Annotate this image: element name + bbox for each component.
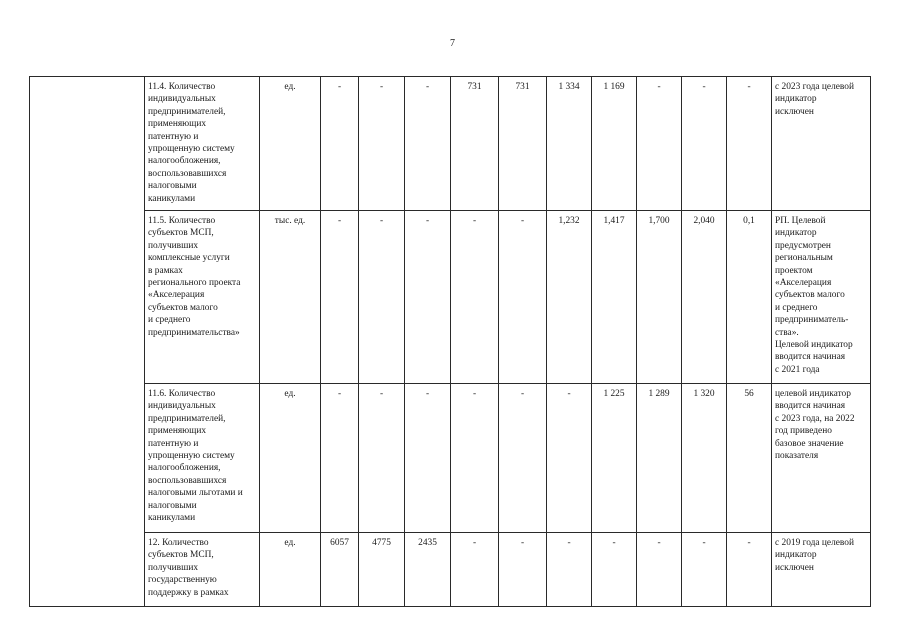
value-cell: - xyxy=(499,533,547,607)
page-number: 7 xyxy=(450,38,455,49)
value-cell: 731 xyxy=(451,77,499,211)
value-cell: - xyxy=(451,211,499,384)
indicator-name: 12. Количество субъектов МСП, получивших государственную поддержку в рамках xyxy=(145,533,260,607)
value-cell: - xyxy=(499,384,547,533)
value-cell: - xyxy=(359,384,405,533)
value-cell: - xyxy=(592,533,637,607)
value-cell: - xyxy=(321,77,359,211)
value-cell: - xyxy=(637,533,682,607)
value-cell: - xyxy=(451,384,499,533)
value-cell: 1 334 xyxy=(547,77,592,211)
value-cell: - xyxy=(499,211,547,384)
value-cell: - xyxy=(405,211,451,384)
value-cell: 1 169 xyxy=(592,77,637,211)
note-cell: с 2023 года целевой индикатор исключен xyxy=(772,77,871,211)
table-row xyxy=(30,533,871,607)
value-cell: - xyxy=(727,77,772,211)
indicator-name: 11.6. Количество индивидуальных предпринимателей, применяющих патентную и упрощенную систему налогообложения, воспользовавшихся налоговыми льготами и налоговыми каникулами xyxy=(145,384,260,533)
value-cell: - xyxy=(321,211,359,384)
indicator-name: 11.4. Количество индивидуальных предпринимателей, применяющих патентную и упрощенную систему налогообложения, воспользовавшихся налоговыми каникулами xyxy=(145,77,260,211)
value-cell: - xyxy=(547,384,592,533)
unit-cell: ед. xyxy=(260,384,321,533)
value-cell: 6057 xyxy=(321,533,359,607)
value-cell: - xyxy=(359,77,405,211)
value-cell: 1 225 xyxy=(592,384,637,533)
note-cell: целевой индикатор вводится начиная с 2023 года, на 2022 год приведено базовое значение показателя xyxy=(772,384,871,533)
table-row xyxy=(30,384,871,533)
value-cell: 0,1 xyxy=(727,211,772,384)
indicators-table xyxy=(29,76,871,607)
value-cell: - xyxy=(547,533,592,607)
value-cell: - xyxy=(405,77,451,211)
value-cell: - xyxy=(321,384,359,533)
table-row xyxy=(30,211,871,384)
value-cell: - xyxy=(359,211,405,384)
value-cell: 1 289 xyxy=(637,384,682,533)
note-cell: РП. Целевой индикатор предусмотрен региональным проектом «Акселерация субъектов малого и среднего предприниматель- ства». Целевой индикатор вводится начиная с 2021 года xyxy=(772,211,871,384)
value-cell: 731 xyxy=(499,77,547,211)
unit-cell: ед. xyxy=(260,533,321,607)
value-cell: - xyxy=(682,77,727,211)
unit-cell: ед. xyxy=(260,77,321,211)
value-cell: 2435 xyxy=(405,533,451,607)
value-cell: 1,232 xyxy=(547,211,592,384)
value-cell: 1,700 xyxy=(637,211,682,384)
value-cell: - xyxy=(405,384,451,533)
note-cell: с 2019 года целевой индикатор исключен xyxy=(772,533,871,607)
value-cell: 56 xyxy=(727,384,772,533)
value-cell: 1,417 xyxy=(592,211,637,384)
indicator-name: 11.5. Количество субъектов МСП, получивших комплексные услуги в рамках регионального проекта «Акселерация субъектов малого и среднего предпринимательства» xyxy=(145,211,260,384)
value-cell: - xyxy=(451,533,499,607)
value-cell: 4775 xyxy=(359,533,405,607)
value-cell: - xyxy=(727,533,772,607)
table-row xyxy=(30,77,871,211)
value-cell: 2,040 xyxy=(682,211,727,384)
value-cell: 1 320 xyxy=(682,384,727,533)
unit-cell: тыс. ед. xyxy=(260,211,321,384)
value-cell: - xyxy=(682,533,727,607)
value-cell: - xyxy=(637,77,682,211)
section-cell-empty xyxy=(30,77,145,607)
